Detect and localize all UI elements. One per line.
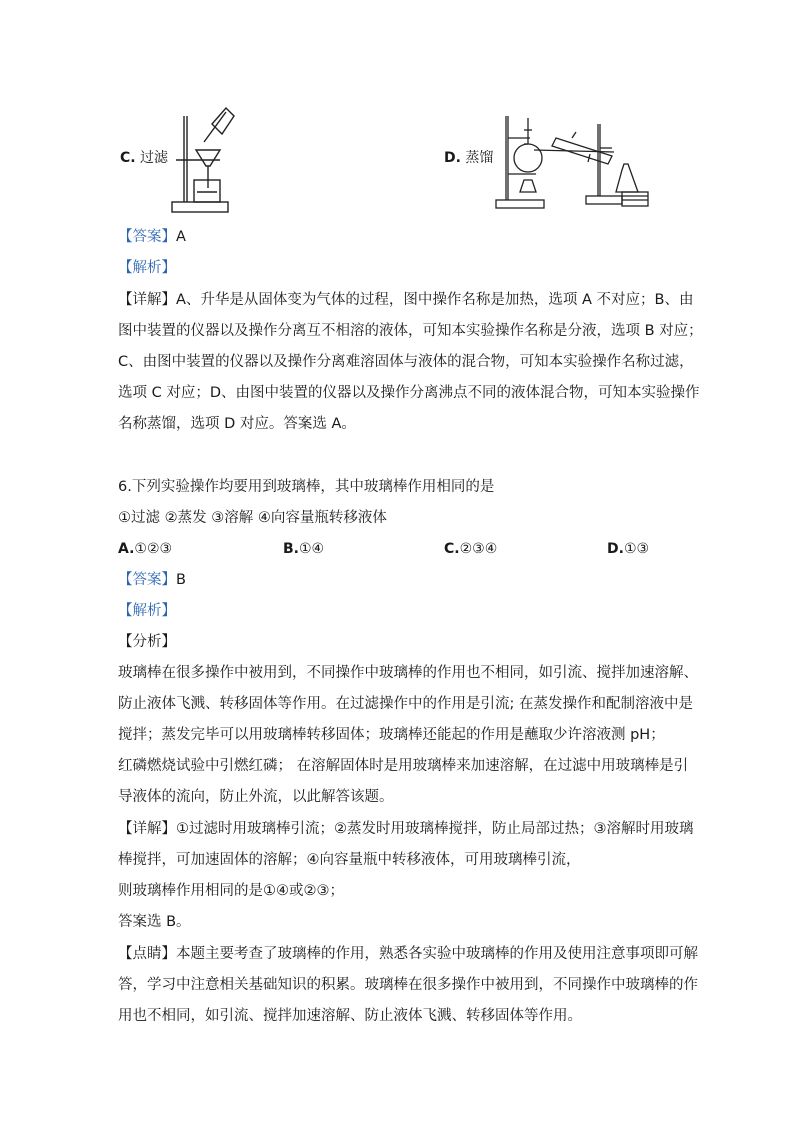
q6-option-b — [283, 539, 324, 559]
q5-analysis-tag: 【解析】 — [118, 260, 176, 276]
q6-detail-line: 答案选 B。 — [118, 914, 191, 930]
detail-text: ①过滤时用玻璃棒引流；②蒸发时用玻璃棒搅拌，防止局部过热；③溶解时用玻璃 — [176, 821, 694, 837]
q6-items: ①过滤 ②蒸发 ③溶解 ④向容量瓶转移液体 — [118, 510, 387, 526]
answer-value: B — [176, 572, 186, 588]
q6-detail-line — [118, 819, 694, 839]
q6-fenxi-line: 搅拌；蒸发完毕可以用玻璃棒转移固体；玻璃棒还能起的作用是蘸取少许溶液测 pH； — [118, 727, 665, 743]
detail-text: A、升华是从固体变为气体的过程，图中操作名称是加热，选项 A 不对应；B、由 — [176, 292, 694, 308]
option-c-text: 过滤 — [140, 150, 169, 166]
option-letter: C. — [444, 541, 460, 557]
filtration-apparatus-figure — [168, 102, 238, 216]
q6-dianjing-line: 用也不相同，如引流、搅拌加速溶解、防止液体飞溅、转移固体等作用。 — [118, 1008, 582, 1024]
q6-fenxi-line: 防止液体飞溅、转移固体等作用。在过滤操作中的作用是引流; 在蒸发操作和配制溶液中是 — [118, 696, 693, 712]
q6-detail-line: 则玻璃棒作用相同的是①④或②③； — [118, 883, 344, 899]
q5-detail-line — [118, 290, 694, 310]
q6-fenxi-tag: 【分析】 — [118, 634, 176, 650]
detail-tag: 【详解】 — [118, 821, 176, 837]
q6-detail-line: 棒搅拌，可加速固体的溶解；④向容量瓶中转移液体，可用玻璃棒引流， — [118, 852, 581, 868]
q6-option-d — [607, 539, 649, 559]
option-d-letter: D. — [444, 150, 461, 166]
q6-analysis-tag: 【解析】 — [118, 603, 176, 619]
option-text: ②③④ — [459, 541, 498, 557]
option-letter: A. — [118, 541, 135, 557]
distillation-apparatus-figure — [494, 108, 664, 210]
option-d — [444, 148, 493, 168]
q5-detail-line: 名称蒸馏，选项 D 对应。答案选 A。 — [118, 416, 356, 432]
option-letter: D. — [607, 541, 624, 557]
q6-fenxi-line: 玻璃棒在很多操作中被用到，不同操作中玻璃棒的作用也不相同，如引流、搅拌加速溶解、 — [118, 665, 698, 681]
q5-answer — [118, 227, 678, 247]
q5-detail-line: 选项 C 对应；D、由图中装置的仪器以及操作分离沸点不同的液体混合物，可知本实验操作 — [118, 385, 700, 401]
answer-tag: 【答案】 — [118, 229, 176, 245]
option-text: ①②③ — [134, 541, 173, 557]
q6-fenxi-line: 导液体的流向，防止外流，以此解答该题。 — [118, 789, 394, 805]
q5-detail-line: C、由图中装置的仪器以及操作分离难溶固体与液体的混合物，可知本实验操作名称过滤， — [118, 354, 694, 370]
option-c — [120, 148, 168, 168]
option-text: ①③ — [623, 541, 650, 557]
dianjing-tag: 【点睛】 — [118, 946, 176, 962]
option-text: ①④ — [299, 541, 325, 557]
answer-value: A — [176, 229, 186, 245]
q6-dianjing-line — [118, 944, 698, 964]
dianjing-text: 本题主要考查了玻璃棒的作用，熟悉各实验中玻璃棒的作用及使用注意事项即可解 — [176, 946, 698, 962]
q6-stem: 6.下列实验操作均要用到玻璃棒，其中玻璃棒作用相同的是 — [118, 479, 495, 495]
detail-tag: 【详解】 — [118, 292, 176, 308]
q6-fenxi-line: 红磷燃烧试验中引燃红磷； 在溶解固体时是用玻璃棒来加速溶解，在过滤中用玻璃棒是引 — [118, 758, 689, 774]
q6-dianjing-line: 答，学习中注意相关基础知识的积累。玻璃棒在很多操作中被用到，不同操作中玻璃棒的作 — [118, 977, 698, 993]
q6-option-a — [118, 539, 172, 559]
q6-answer — [118, 570, 678, 590]
option-letter: B. — [283, 541, 299, 557]
option-c-letter: C. — [120, 150, 136, 166]
option-d-text: 蒸馏 — [465, 150, 494, 166]
q6-option-c — [444, 539, 497, 559]
answer-tag: 【答案】 — [118, 572, 176, 588]
q5-detail-line: 图中装置的仪器以及操作分离互不相溶的液体，可知本实验操作名称是分液，选项 B 对应； — [118, 323, 703, 339]
